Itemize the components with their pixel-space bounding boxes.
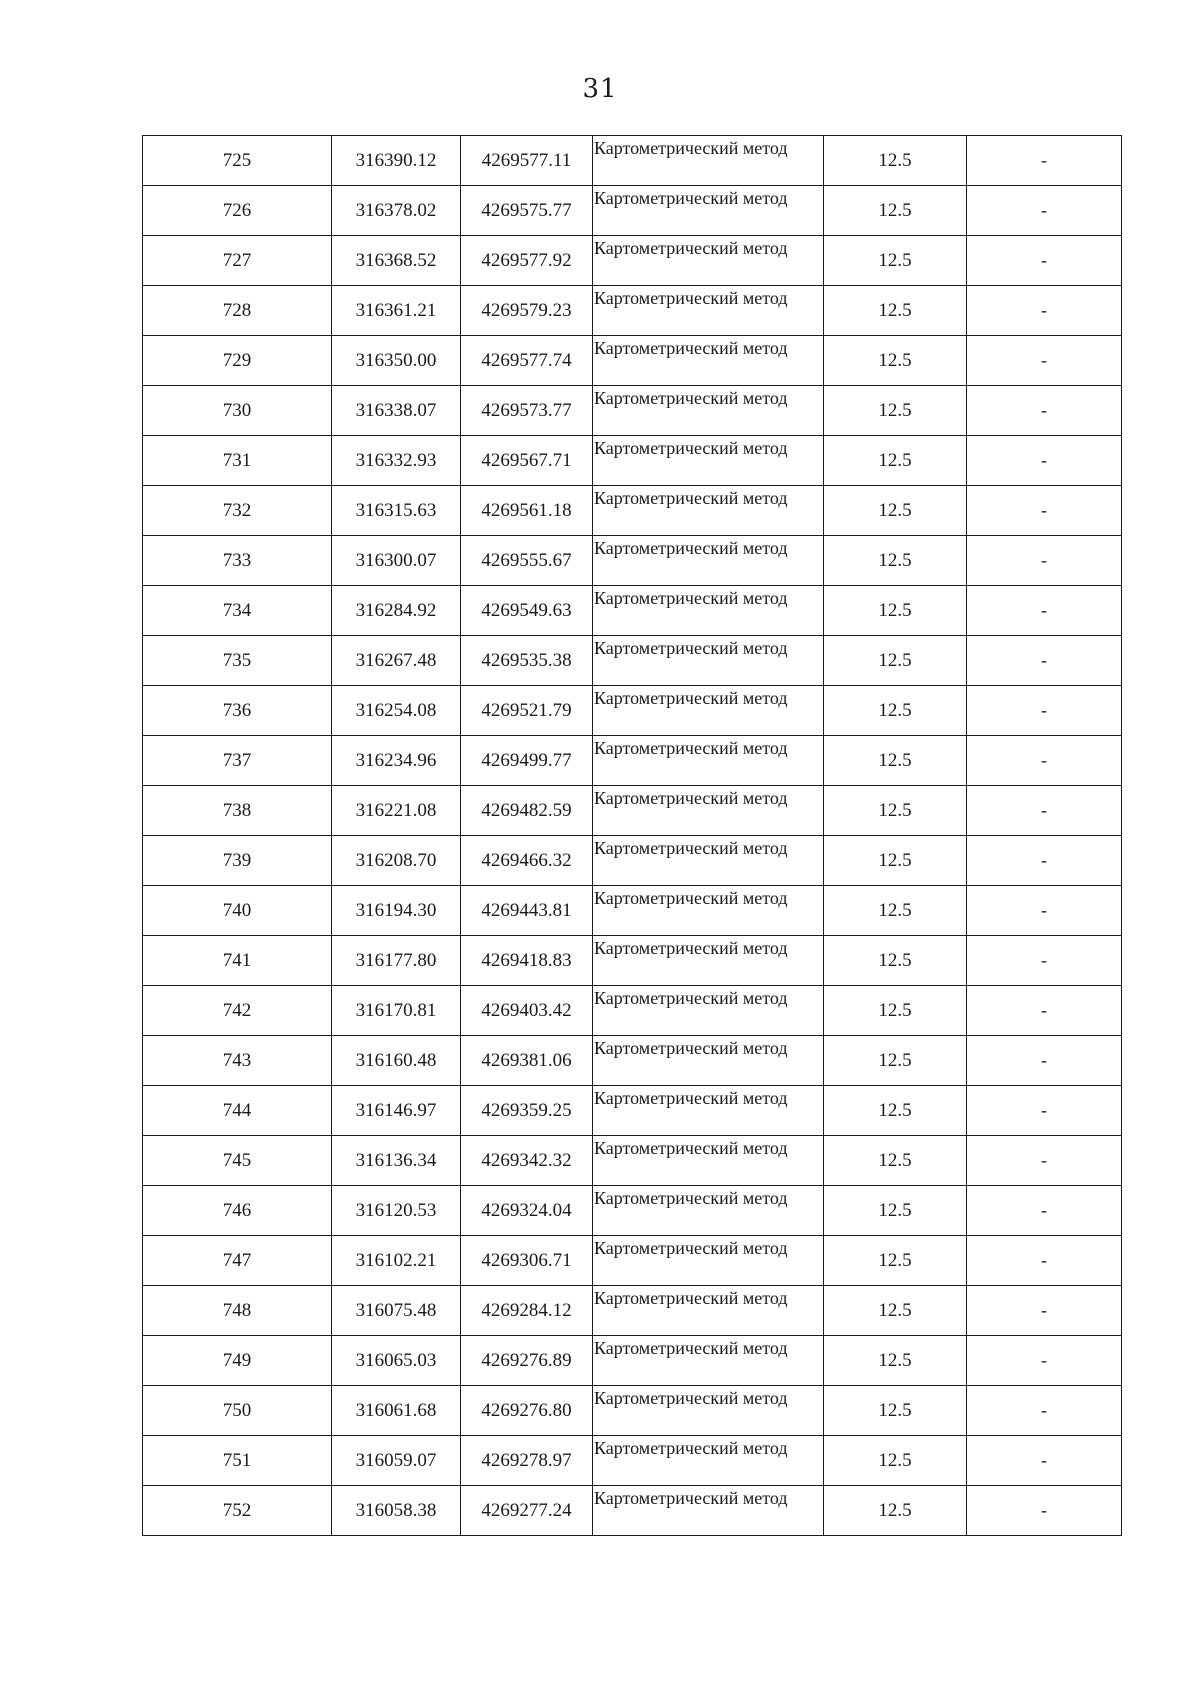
x-coordinate-cell: 316177.80 (332, 936, 461, 986)
y-coordinate-cell: 4269278.97 (461, 1436, 593, 1486)
method-cell: Картометрический метод (593, 1486, 824, 1536)
method-cell: Картометрический метод (593, 936, 824, 986)
note-cell: - (967, 386, 1122, 436)
x-coordinate-cell: 316146.97 (332, 1086, 461, 1136)
y-coordinate-cell: 4269577.74 (461, 336, 593, 386)
table-row (143, 236, 1122, 286)
note-cell: - (967, 186, 1122, 236)
accuracy-cell: 12.5 (824, 286, 967, 336)
x-coordinate-cell: 316160.48 (332, 1036, 461, 1086)
point-number-cell: 741 (143, 936, 332, 986)
point-number-cell: 750 (143, 1386, 332, 1436)
y-coordinate-cell: 4269549.63 (461, 586, 593, 636)
x-coordinate-cell: 316234.96 (332, 736, 461, 786)
method-cell: Картометрический метод (593, 386, 824, 436)
table-row (143, 736, 1122, 786)
method-cell: Картометрический метод (593, 1136, 824, 1186)
method-cell: Картометрический метод (593, 1186, 824, 1236)
point-number-cell: 744 (143, 1086, 332, 1136)
y-coordinate-cell: 4269573.77 (461, 386, 593, 436)
y-coordinate-cell: 4269482.59 (461, 786, 593, 836)
method-cell: Картометрический метод (593, 336, 824, 386)
accuracy-cell: 12.5 (824, 986, 967, 1036)
accuracy-cell: 12.5 (824, 936, 967, 986)
accuracy-cell: 12.5 (824, 1136, 967, 1186)
x-coordinate-cell: 316338.07 (332, 386, 461, 436)
point-number-cell: 729 (143, 336, 332, 386)
accuracy-cell: 12.5 (824, 186, 967, 236)
method-cell: Картометрический метод (593, 1236, 824, 1286)
table-row (143, 886, 1122, 936)
point-number-cell: 731 (143, 436, 332, 486)
table-row (143, 1086, 1122, 1136)
x-coordinate-cell: 316315.63 (332, 486, 461, 536)
table-row (143, 1436, 1122, 1486)
y-coordinate-cell: 4269284.12 (461, 1286, 593, 1336)
y-coordinate-cell: 4269555.67 (461, 536, 593, 586)
note-cell: - (967, 1236, 1122, 1286)
point-number-cell: 748 (143, 1286, 332, 1336)
note-cell: - (967, 886, 1122, 936)
method-cell: Картометрический метод (593, 786, 824, 836)
method-cell: Картометрический метод (593, 136, 824, 186)
y-coordinate-cell: 4269577.11 (461, 136, 593, 186)
accuracy-cell: 12.5 (824, 236, 967, 286)
x-coordinate-cell: 316254.08 (332, 686, 461, 736)
method-cell: Картометрический метод (593, 636, 824, 686)
accuracy-cell: 12.5 (824, 786, 967, 836)
point-number-cell: 745 (143, 1136, 332, 1186)
note-cell: - (967, 1336, 1122, 1386)
method-cell: Картометрический метод (593, 686, 824, 736)
accuracy-cell: 12.5 (824, 436, 967, 486)
note-cell: - (967, 1436, 1122, 1486)
accuracy-cell: 12.5 (824, 1336, 967, 1386)
point-number-cell: 727 (143, 236, 332, 286)
x-coordinate-cell: 316194.30 (332, 886, 461, 936)
x-coordinate-cell: 316170.81 (332, 986, 461, 1036)
table-row (143, 1186, 1122, 1236)
method-cell: Картометрический метод (593, 1286, 824, 1336)
accuracy-cell: 12.5 (824, 1486, 967, 1536)
y-coordinate-cell: 4269577.92 (461, 236, 593, 286)
point-number-cell: 746 (143, 1186, 332, 1236)
method-cell: Картометрический метод (593, 236, 824, 286)
method-cell: Картометрический метод (593, 486, 824, 536)
accuracy-cell: 12.5 (824, 736, 967, 786)
note-cell: - (967, 1086, 1122, 1136)
x-coordinate-cell: 316390.12 (332, 136, 461, 186)
method-cell: Картометрический метод (593, 986, 824, 1036)
note-cell: - (967, 1136, 1122, 1186)
point-number-cell: 732 (143, 486, 332, 536)
point-number-cell: 730 (143, 386, 332, 436)
table-row (143, 1486, 1122, 1536)
method-cell: Картометрический метод (593, 436, 824, 486)
table-row (143, 436, 1122, 486)
method-cell: Картометрический метод (593, 586, 824, 636)
y-coordinate-cell: 4269535.38 (461, 636, 593, 686)
point-number-cell: 747 (143, 1236, 332, 1286)
note-cell: - (967, 1286, 1122, 1336)
table-row (143, 936, 1122, 986)
accuracy-cell: 12.5 (824, 1186, 967, 1236)
table-row (143, 186, 1122, 236)
x-coordinate-cell: 316378.02 (332, 186, 461, 236)
table-row (143, 1386, 1122, 1436)
method-cell: Картометрический метод (593, 186, 824, 236)
table-row (143, 286, 1122, 336)
note-cell: - (967, 436, 1122, 486)
point-number-cell: 736 (143, 686, 332, 736)
table-row (143, 686, 1122, 736)
y-coordinate-cell: 4269342.32 (461, 1136, 593, 1186)
point-number-cell: 742 (143, 986, 332, 1036)
point-number-cell: 751 (143, 1436, 332, 1486)
note-cell: - (967, 1186, 1122, 1236)
x-coordinate-cell: 316300.07 (332, 536, 461, 586)
note-cell: - (967, 586, 1122, 636)
x-coordinate-cell: 316221.08 (332, 786, 461, 836)
x-coordinate-cell: 316120.53 (332, 1186, 461, 1236)
table-row (143, 336, 1122, 386)
table-row (143, 986, 1122, 1036)
accuracy-cell: 12.5 (824, 486, 967, 536)
x-coordinate-cell: 316102.21 (332, 1236, 461, 1286)
y-coordinate-cell: 4269466.32 (461, 836, 593, 886)
y-coordinate-cell: 4269443.81 (461, 886, 593, 936)
y-coordinate-cell: 4269579.23 (461, 286, 593, 336)
method-cell: Картометрический метод (593, 836, 824, 886)
point-number-cell: 734 (143, 586, 332, 636)
note-cell: - (967, 236, 1122, 286)
table-row (143, 1236, 1122, 1286)
method-cell: Картометрический метод (593, 536, 824, 586)
y-coordinate-cell: 4269575.77 (461, 186, 593, 236)
x-coordinate-cell: 316284.92 (332, 586, 461, 636)
note-cell: - (967, 936, 1122, 986)
y-coordinate-cell: 4269277.24 (461, 1486, 593, 1536)
note-cell: - (967, 1386, 1122, 1436)
x-coordinate-cell: 316208.70 (332, 836, 461, 886)
note-cell: - (967, 986, 1122, 1036)
y-coordinate-cell: 4269276.89 (461, 1336, 593, 1386)
point-number-cell: 740 (143, 886, 332, 936)
y-coordinate-cell: 4269359.25 (461, 1086, 593, 1136)
y-coordinate-cell: 4269381.06 (461, 1036, 593, 1086)
point-number-cell: 735 (143, 636, 332, 686)
x-coordinate-cell: 316059.07 (332, 1436, 461, 1486)
note-cell: - (967, 736, 1122, 786)
point-number-cell: 725 (143, 136, 332, 186)
note-cell: - (967, 786, 1122, 836)
table-row (143, 786, 1122, 836)
x-coordinate-cell: 316350.00 (332, 336, 461, 386)
coordinates-table (142, 135, 1122, 1536)
x-coordinate-cell: 316267.48 (332, 636, 461, 686)
table-row (143, 586, 1122, 636)
table-row (143, 536, 1122, 586)
table-row (143, 386, 1122, 436)
accuracy-cell: 12.5 (824, 686, 967, 736)
point-number-cell: 752 (143, 1486, 332, 1536)
point-number-cell: 737 (143, 736, 332, 786)
accuracy-cell: 12.5 (824, 136, 967, 186)
table-row (143, 836, 1122, 886)
accuracy-cell: 12.5 (824, 636, 967, 686)
y-coordinate-cell: 4269521.79 (461, 686, 593, 736)
table-row (143, 1136, 1122, 1186)
method-cell: Картометрический метод (593, 1086, 824, 1136)
y-coordinate-cell: 4269418.83 (461, 936, 593, 986)
point-number-cell: 726 (143, 186, 332, 236)
page-number: 31 (582, 74, 618, 104)
x-coordinate-cell: 316332.93 (332, 436, 461, 486)
accuracy-cell: 12.5 (824, 1436, 967, 1486)
x-coordinate-cell: 316361.21 (332, 286, 461, 336)
method-cell: Картометрический метод (593, 736, 824, 786)
accuracy-cell: 12.5 (824, 1086, 967, 1136)
accuracy-cell: 12.5 (824, 1036, 967, 1086)
method-cell: Картометрический метод (593, 286, 824, 336)
x-coordinate-cell: 316058.38 (332, 1486, 461, 1536)
note-cell: - (967, 1486, 1122, 1536)
table-row (143, 1286, 1122, 1336)
y-coordinate-cell: 4269403.42 (461, 986, 593, 1036)
note-cell: - (967, 286, 1122, 336)
point-number-cell: 749 (143, 1336, 332, 1386)
point-number-cell: 738 (143, 786, 332, 836)
point-number-cell: 728 (143, 286, 332, 336)
method-cell: Картометрический метод (593, 1336, 824, 1386)
accuracy-cell: 12.5 (824, 536, 967, 586)
y-coordinate-cell: 4269324.04 (461, 1186, 593, 1236)
table-row (143, 1036, 1122, 1086)
table-body (143, 136, 1122, 1536)
y-coordinate-cell: 4269561.18 (461, 486, 593, 536)
method-cell: Картометрический метод (593, 886, 824, 936)
accuracy-cell: 12.5 (824, 1286, 967, 1336)
y-coordinate-cell: 4269276.80 (461, 1386, 593, 1436)
x-coordinate-cell: 316061.68 (332, 1386, 461, 1436)
x-coordinate-cell: 316136.34 (332, 1136, 461, 1186)
method-cell: Картометрический метод (593, 1436, 824, 1486)
y-coordinate-cell: 4269567.71 (461, 436, 593, 486)
accuracy-cell: 12.5 (824, 386, 967, 436)
method-cell: Картометрический метод (593, 1036, 824, 1086)
table-row (143, 636, 1122, 686)
x-coordinate-cell: 316368.52 (332, 236, 461, 286)
accuracy-cell: 12.5 (824, 1236, 967, 1286)
accuracy-cell: 12.5 (824, 886, 967, 936)
note-cell: - (967, 1036, 1122, 1086)
table-row (143, 136, 1122, 186)
accuracy-cell: 12.5 (824, 836, 967, 886)
method-cell: Картометрический метод (593, 1386, 824, 1436)
y-coordinate-cell: 4269499.77 (461, 736, 593, 786)
x-coordinate-cell: 316075.48 (332, 1286, 461, 1336)
y-coordinate-cell: 4269306.71 (461, 1236, 593, 1286)
note-cell: - (967, 136, 1122, 186)
point-number-cell: 743 (143, 1036, 332, 1086)
point-number-cell: 739 (143, 836, 332, 886)
accuracy-cell: 12.5 (824, 586, 967, 636)
note-cell: - (967, 536, 1122, 586)
note-cell: - (967, 686, 1122, 736)
note-cell: - (967, 636, 1122, 686)
x-coordinate-cell: 316065.03 (332, 1336, 461, 1386)
point-number-cell: 733 (143, 536, 332, 586)
note-cell: - (967, 336, 1122, 386)
accuracy-cell: 12.5 (824, 1386, 967, 1436)
table-row (143, 1336, 1122, 1386)
table-row (143, 486, 1122, 536)
note-cell: - (967, 836, 1122, 886)
note-cell: - (967, 486, 1122, 536)
accuracy-cell: 12.5 (824, 336, 967, 386)
